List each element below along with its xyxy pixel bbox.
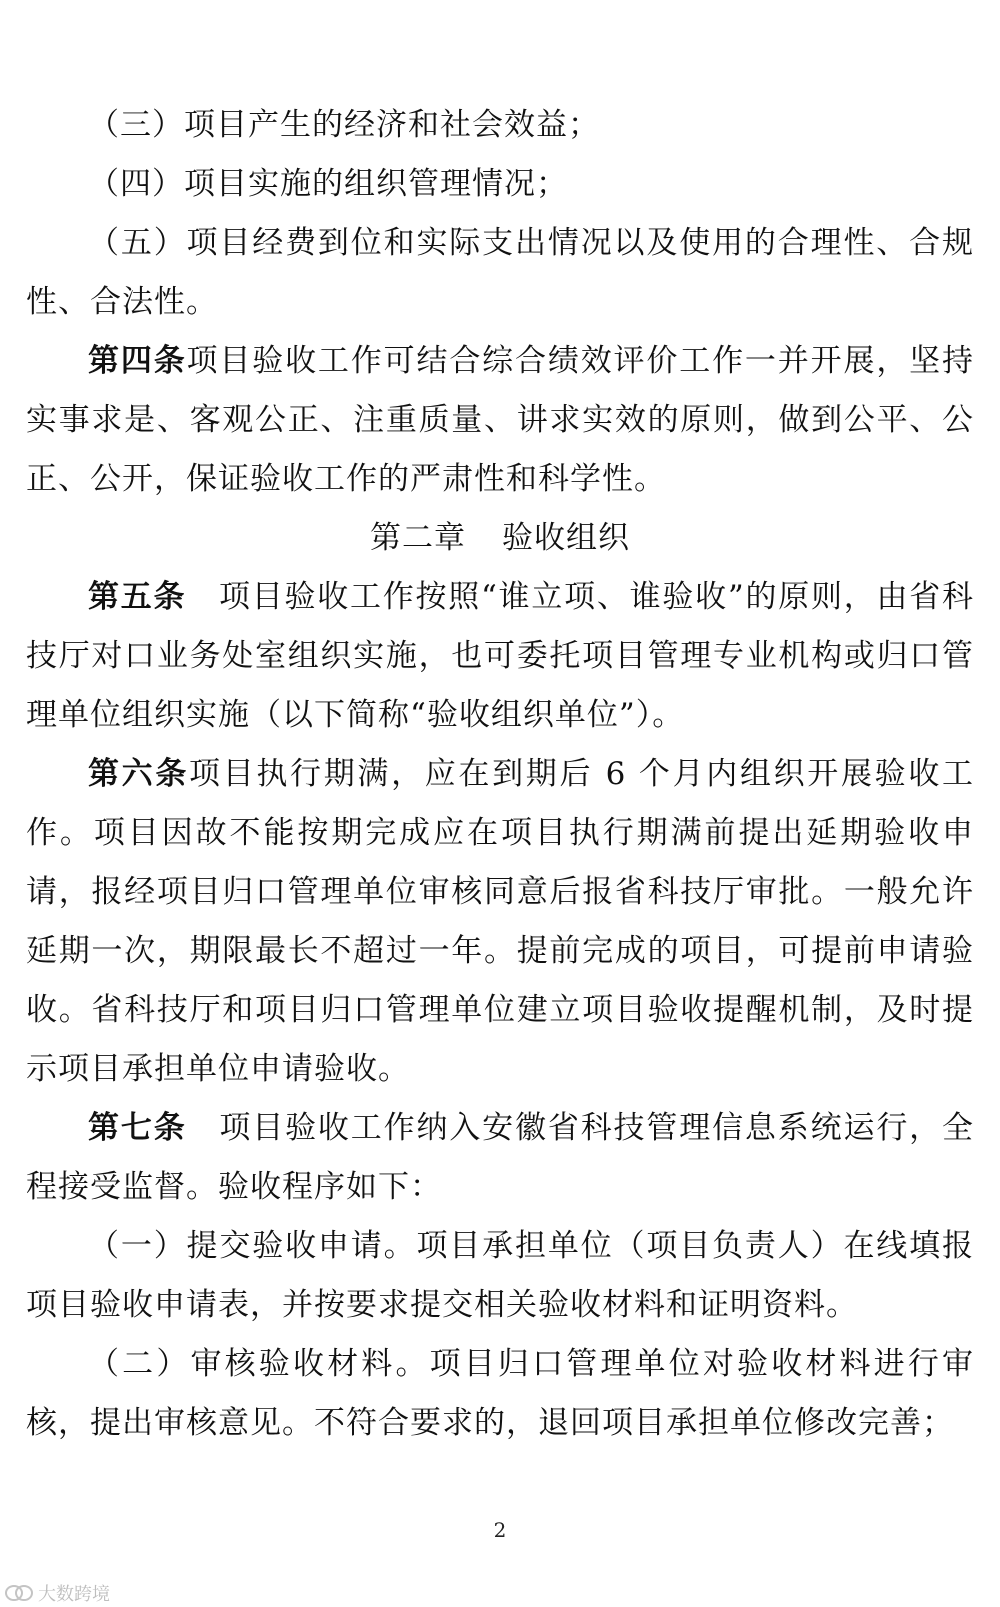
- chapter-heading: [26, 509, 974, 568]
- article-number: 第四条: [88, 343, 187, 379]
- page-number: 2: [493, 1518, 507, 1542]
- paragraph-text: 项目验收工作可结合综合绩效评价工作一并开展，坚持实事求是、客观公正、注重质量、讲求实效的原则，做到公平、公正、公开，保证验收工作的严肃性和科学性。: [26, 343, 975, 497]
- paragraph-text: （四）项目实施的组织管理情况；: [88, 166, 568, 202]
- article-paragraph: [26, 1099, 974, 1217]
- paragraph: [26, 1217, 974, 1335]
- paragraph: [26, 214, 974, 332]
- paragraph: [26, 155, 974, 214]
- document-body: [26, 96, 974, 1453]
- article-paragraph: [26, 568, 974, 745]
- article-number: 第五条: [88, 579, 187, 615]
- article-number: 第六条: [88, 756, 190, 792]
- paragraph-text: （一）提交验收申请。项目承担单位（项目负责人）在线填报项目验收申请表，并按要求提交相关验收材料和证明资料。: [26, 1228, 974, 1323]
- chapter-title: 验收组织: [502, 520, 630, 556]
- paragraph: [26, 1335, 974, 1453]
- paragraph-text: 项目验收工作纳入安徽省科技管理信息系统运行，全程接受监督。验收程序如下：: [26, 1110, 975, 1205]
- watermark-text: 大数跨境: [38, 1584, 110, 1605]
- chapter-number: 第二章: [370, 520, 466, 556]
- paragraph-text: 项目验收工作按照“谁立项、谁验收”的原则，由省科技厅对口业务处室组织实施，也可委托项目管理专业机构或归口管理单位组织实施（以下简称“验收组织单位”）。: [26, 579, 975, 733]
- paragraph-text: 项目执行期满，应在到期后 6 个月内组织开展验收工作。项目因故不能按期完成应在项目执行期满前提出延期验收申请，报经项目归口管理单位审核同意后报省科技厅审批。一般允许延期一次，期限最长不超过一年。提前完成的项目，可提前申请验收。省科技厅和项目归口管理单位建立项目验收提醒机制，及时提示项目承担单位申请验收。: [26, 756, 974, 1087]
- watermark: [4, 1580, 110, 1606]
- paragraph: [26, 96, 974, 155]
- paragraph-text: （五）项目经费到位和实际支出情况以及使用的合理性、合规性、合法性。: [26, 225, 974, 320]
- article-number: 第七条: [88, 1110, 187, 1146]
- paragraph-text: （二）审核验收材料。项目归口管理单位对验收材料进行审核，提出审核意见。不符合要求的，退回项目承担单位修改完善；: [26, 1346, 974, 1441]
- watermark-logo-icon: [4, 1583, 34, 1603]
- paragraph-text: （三）项目产生的经济和社会效益；: [88, 107, 600, 143]
- article-paragraph: [26, 332, 974, 509]
- article-paragraph: [26, 745, 974, 1099]
